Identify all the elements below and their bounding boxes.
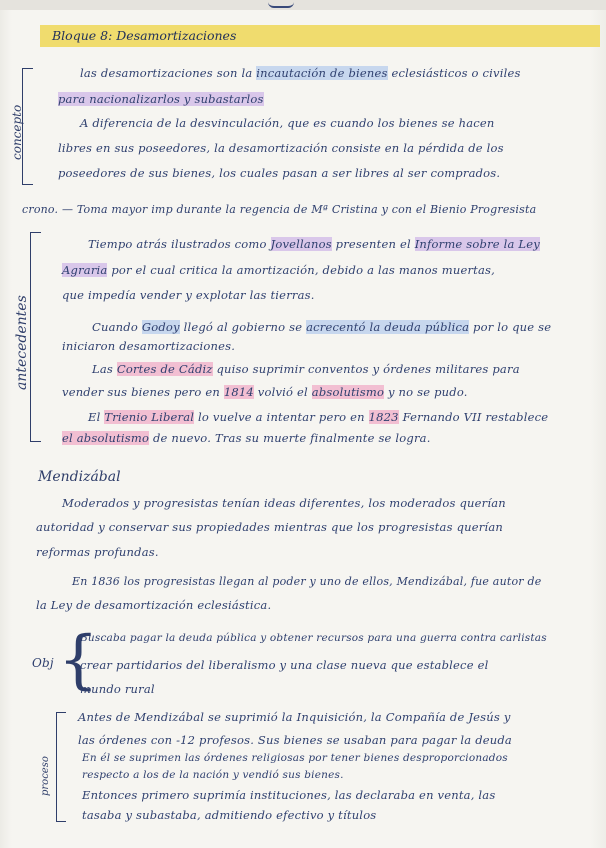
ant-text: llegó al gobierno se [183, 320, 303, 334]
concepto-line-3: A diferencia de la desvinculación, que es cuando los bienes se hacen [80, 116, 495, 130]
proceso-line-6: tasaba y subastaba, admitiendo efectivo y títulos [82, 808, 377, 822]
ant-highlight: absolutismo [311, 385, 385, 399]
mendizabal-line-2: autoridad y conservar sus propiedades mientras que los progresistas querían [36, 520, 503, 534]
ant-text: vender sus bienes pero en [62, 385, 220, 399]
concepto-highlight: para nacionalizarlos y subastarlos [58, 92, 264, 106]
obj-line-1: Buscaba pagar la deuda pública y obtener recursos para una guerra contra carlistas [80, 632, 547, 644]
concepto-highlight: incautación de bienes [256, 66, 388, 80]
obj-curly-brace: { [58, 623, 99, 697]
ant-highlight: Trienio Liberal [104, 410, 195, 424]
ant-highlight: acrecentó la deuda pública [306, 320, 470, 334]
ant-highlight: 1814 [223, 385, 254, 399]
proceso-line-5: Entonces primero suprimía instituciones, las declaraba en venta, las [82, 788, 496, 802]
ant-highlight: el absolutismo [62, 431, 150, 445]
proceso-line-3: En él se suprimen las órdenes religiosas por tener bienes desproporcionados [82, 752, 508, 764]
ant-highlight: Godoy [141, 320, 180, 334]
ant-highlight: Cortes de Cádiz [116, 362, 213, 376]
concepto-line-5: poseedores de sus bienes, los cuales pasan a ser libres al ser comprados. [58, 166, 501, 180]
ant-text: Cuando [92, 320, 138, 334]
concepto-line-4: libres en sus poseedores, la desamortización consiste en la pérdida de los [58, 141, 504, 155]
mendizabal-line-3: reformas profundas. [36, 545, 159, 559]
concepto-text: eclesiásticos o civiles [391, 66, 521, 80]
top-scribble [268, 0, 294, 8]
antecedentes-p2-line-1 [92, 320, 551, 334]
page-top-edge [0, 0, 606, 10]
proceso-line-2: las órdenes con -12 profesos. Sus bienes se usaban para pagar la deuda [78, 733, 512, 747]
concepto-label: concepto [10, 104, 24, 160]
antecedentes-p1-line-2 [62, 263, 495, 277]
mendizabal-heading: Mendizábal [38, 469, 121, 485]
mendizabal-line-5: la Ley de desamortización eclesiástica. [36, 598, 272, 612]
proceso-line-4: respecto a los de la nación y vendió sus bienes. [82, 769, 344, 781]
ant-text: Fernando VII restablece [402, 410, 549, 424]
ant-highlight: Informe sobre la Ley [414, 237, 540, 251]
ant-text: presenten el [335, 237, 411, 251]
ant-text: volvió el [257, 385, 308, 399]
ant-text: El [88, 410, 101, 424]
ant-highlight: 1823 [368, 410, 399, 424]
ant-text: por el cual critica la amortización, debido a las manos muertas, [111, 263, 495, 277]
antecedentes-p2-line-2: iniciaron desamortizaciones. [62, 339, 236, 353]
ant-text: de nuevo. Tras su muerte finalmente se logra. [152, 431, 431, 445]
antecedentes-p1-line-3: que impedía vender y explotar las tierras. [62, 288, 315, 302]
antecedentes-p4-line-2 [62, 431, 431, 445]
mendizabal-line-4: En 1836 los progresistas llegan al poder y uno de ellos, Mendizábal, fue autor de [72, 575, 542, 588]
obj-line-3: mundo rural [80, 682, 155, 696]
ant-text: quiso suprimir conventos y órdenes militares para [216, 362, 520, 376]
antecedentes-p3-line-1 [92, 362, 520, 376]
page-title: Bloque 8: Desamortizaciones [52, 28, 237, 43]
proceso-label: proceso [40, 756, 51, 796]
concepto-text: las desamortizaciones son la [80, 66, 253, 80]
ant-text: Las [92, 362, 113, 376]
ant-highlight: Agraria [62, 263, 108, 277]
concepto-line-2 [58, 92, 264, 106]
obj-line-2: crear partidarios del liberalismo y una clase nueva que establece el [80, 658, 489, 672]
ant-text: lo vuelve a intentar pero en [198, 410, 365, 424]
proceso-line-1: Antes de Mendizábal se suprimió la Inquisición, la Compañía de Jesús y [78, 710, 511, 724]
mendizabal-line-1: Moderados y progresistas tenían ideas diferentes, los moderados querían [62, 496, 506, 510]
proceso-bracket [56, 712, 66, 822]
antecedentes-p3-line-2 [62, 385, 468, 399]
ant-highlight: Jovellanos [270, 237, 332, 251]
antecedentes-bracket [30, 232, 41, 442]
antecedentes-p4-line-1 [88, 410, 548, 424]
ant-text: Tiempo atrás ilustrados como [88, 237, 267, 251]
concepto-line-1 [80, 66, 521, 80]
ant-text: por lo que se [473, 320, 552, 334]
antecedentes-p1-line-1 [88, 237, 540, 251]
obj-label: Obj [32, 656, 54, 670]
crono-line: crono. — Toma mayor imp durante la regencia de Mª Cristina y con el Bienio Progresista [22, 203, 537, 216]
antecedentes-label: antecedentes [14, 295, 30, 390]
ant-text: y no se pudo. [387, 385, 468, 399]
